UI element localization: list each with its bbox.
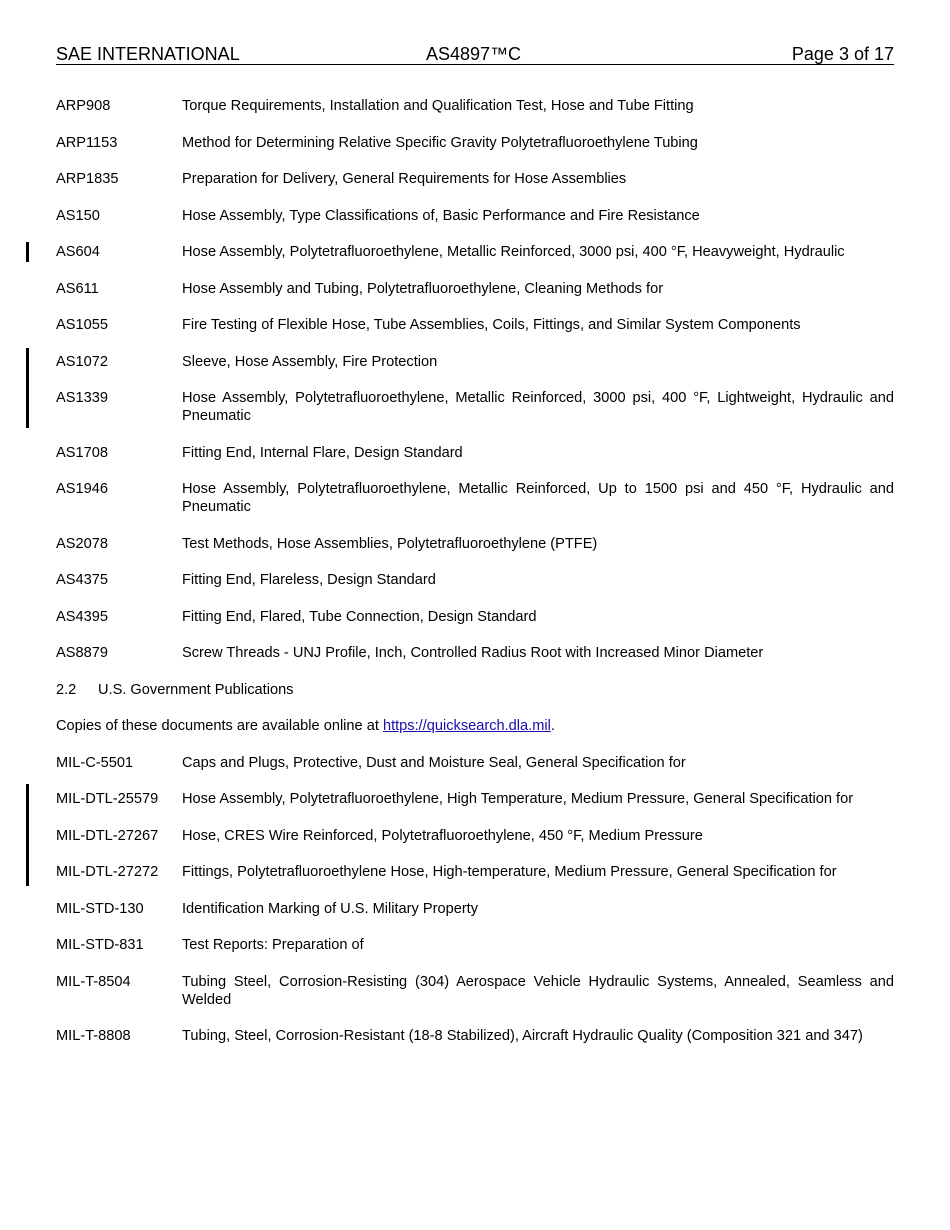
reference-entry: [56, 608, 894, 626]
document-body: [56, 97, 894, 1064]
reference-entry: [56, 827, 894, 845]
reference-entry: [56, 170, 894, 188]
reference-code: AS4395: [56, 608, 108, 625]
reference-code: MIL-C-5501: [56, 754, 134, 771]
reference-title: Hose Assembly, Polytetrafluoroethylene, Metallic Reinforced, 3000 psi, 400 °F, Lightweight, Hydraulic and Pneumatic: [182, 390, 894, 424]
reference-entry: [56, 316, 894, 334]
reference-code: MIL-DTL-25579: [56, 791, 159, 807]
reference-entry: [56, 936, 894, 954]
reference-title: Tubing, Steel, Corrosion-Resistant (18-8 Stabilized), Aircraft Hydraulic Quality (Composition 321 and 347): [182, 1028, 863, 1044]
reference-code: AS1708: [56, 444, 108, 461]
reference-code: MIL-DTL-27272: [56, 864, 159, 880]
section-title: U.S. Government Publications: [98, 681, 294, 698]
reference-title: Torque Requirements, Installation and Qualification Test, Hose and Tube Fitting: [182, 98, 694, 114]
section-heading-2-2: [56, 681, 894, 699]
reference-title: Fire Testing of Flexible Hose, Tube Assemblies, Coils, Fittings, and Similar System Components: [182, 317, 801, 333]
reference-title: Identification Marking of U.S. Military Property: [182, 900, 479, 917]
reference-title: Preparation for Delivery, General Requirements for Hose Assemblies: [182, 171, 627, 187]
reference-code: AS604: [56, 244, 100, 260]
reference-code: AS150: [56, 207, 100, 224]
reference-entry: [56, 134, 894, 152]
reference-title: Hose Assembly, Type Classifications of, Basic Performance and Fire Resistance: [182, 207, 700, 224]
page-header: [56, 44, 894, 65]
availability-statement: [56, 717, 894, 735]
reference-entry: [56, 571, 894, 589]
reference-code: AS1072: [56, 353, 108, 370]
availability-suffix: .: [550, 718, 555, 734]
reference-entry: [56, 280, 894, 298]
reference-code: ARP1153: [56, 134, 118, 151]
reference-entry: [56, 353, 894, 371]
reference-title: Screw Threads - UNJ Profile, Inch, Controlled Radius Root with Increased Minor Diameter: [182, 645, 764, 661]
reference-title: Hose Assembly, Polytetrafluoroethylene, Metallic Reinforced, Up to 1500 psi and 450 °F, Hydraulic and Pneumatic: [182, 481, 894, 515]
reference-code: AS1946: [56, 481, 108, 497]
reference-list-industry: [56, 97, 894, 662]
reference-code: MIL-T-8504: [56, 973, 131, 990]
reference-title: Fitting End, Flared, Tube Connection, Design Standard: [182, 608, 537, 625]
reference-code: ARP908: [56, 98, 111, 114]
reference-entry: [56, 900, 894, 918]
reference-entry: [56, 97, 894, 115]
reference-code: AS2078: [56, 535, 108, 552]
reference-title: Fitting End, Internal Flare, Design Standard: [182, 444, 463, 461]
reference-title: Fittings, Polytetrafluoroethylene Hose, High-temperature, Medium Pressure, General Specification for: [182, 864, 837, 880]
reference-title: Hose Assembly, Polytetrafluoroethylene, Metallic Reinforced, 3000 psi, 400 °F, Heavyweight, Hydraulic: [182, 244, 845, 260]
reference-entry: [56, 790, 894, 808]
section-number: 2.2: [56, 681, 77, 698]
reference-entry: [56, 207, 894, 225]
reference-code: AS8879: [56, 645, 108, 661]
reference-entry: [56, 480, 894, 516]
reference-code: MIL-DTL-27267: [56, 827, 159, 844]
reference-title: Test Methods, Hose Assemblies, Polytetrafluoroethylene (PTFE): [182, 535, 598, 552]
reference-entry: [56, 863, 894, 881]
reference-title: Hose Assembly and Tubing, Polytetrafluoroethylene, Cleaning Methods for: [182, 280, 664, 297]
header-page-number: Page 3 of 17: [791, 44, 894, 64]
reference-code: MIL-T-8808: [56, 1028, 131, 1044]
reference-code: AS1339: [56, 390, 108, 406]
reference-title: Tubing Steel, Corrosion-Resisting (304) Aerospace Vehicle Hydraulic Systems, Annealed, Seamless and Welded: [182, 973, 894, 1008]
reference-title: Method for Determining Relative Specific Gravity Polytetrafluoroethylene Tubing: [182, 134, 698, 151]
reference-entry: [56, 389, 894, 425]
reference-title: Caps and Plugs, Protective, Dust and Moisture Seal, General Specification for: [182, 754, 686, 771]
reference-entry: [56, 754, 894, 772]
change-bar: [26, 242, 29, 262]
reference-title: Test Reports: Preparation of: [182, 937, 364, 953]
change-bar: [26, 348, 29, 428]
reference-entry: [56, 973, 894, 1009]
reference-entry: [56, 243, 894, 261]
reference-title: Hose Assembly, Polytetrafluoroethylene, High Temperature, Medium Pressure, General Specification for: [182, 791, 854, 807]
header-organization: SAE INTERNATIONAL: [56, 44, 240, 64]
reference-code: MIL-STD-130: [56, 900, 144, 917]
header-document-number: AS4897™C: [426, 44, 522, 64]
reference-title: Fitting End, Flareless, Design Standard: [182, 572, 436, 588]
reference-entry: [56, 644, 894, 662]
quicksearch-link[interactable]: https://quicksearch.dla.mil: [382, 718, 551, 734]
availability-text: Copies of these documents are available online at: [56, 718, 383, 734]
reference-code: AS4375: [56, 572, 108, 588]
reference-code: MIL-STD-831: [56, 937, 144, 953]
reference-code: AS611: [56, 280, 99, 297]
reference-code: AS1055: [56, 317, 108, 333]
reference-entry: [56, 1027, 894, 1045]
change-bar: [26, 784, 29, 886]
reference-title: Sleeve, Hose Assembly, Fire Protection: [182, 353, 438, 370]
reference-entry: [56, 444, 894, 462]
reference-code: ARP1835: [56, 171, 119, 187]
reference-title: Hose, CRES Wire Reinforced, Polytetrafluoroethylene, 450 °F, Medium Pressure: [182, 827, 703, 844]
reference-list-government: [56, 754, 894, 1046]
reference-entry: [56, 535, 894, 553]
